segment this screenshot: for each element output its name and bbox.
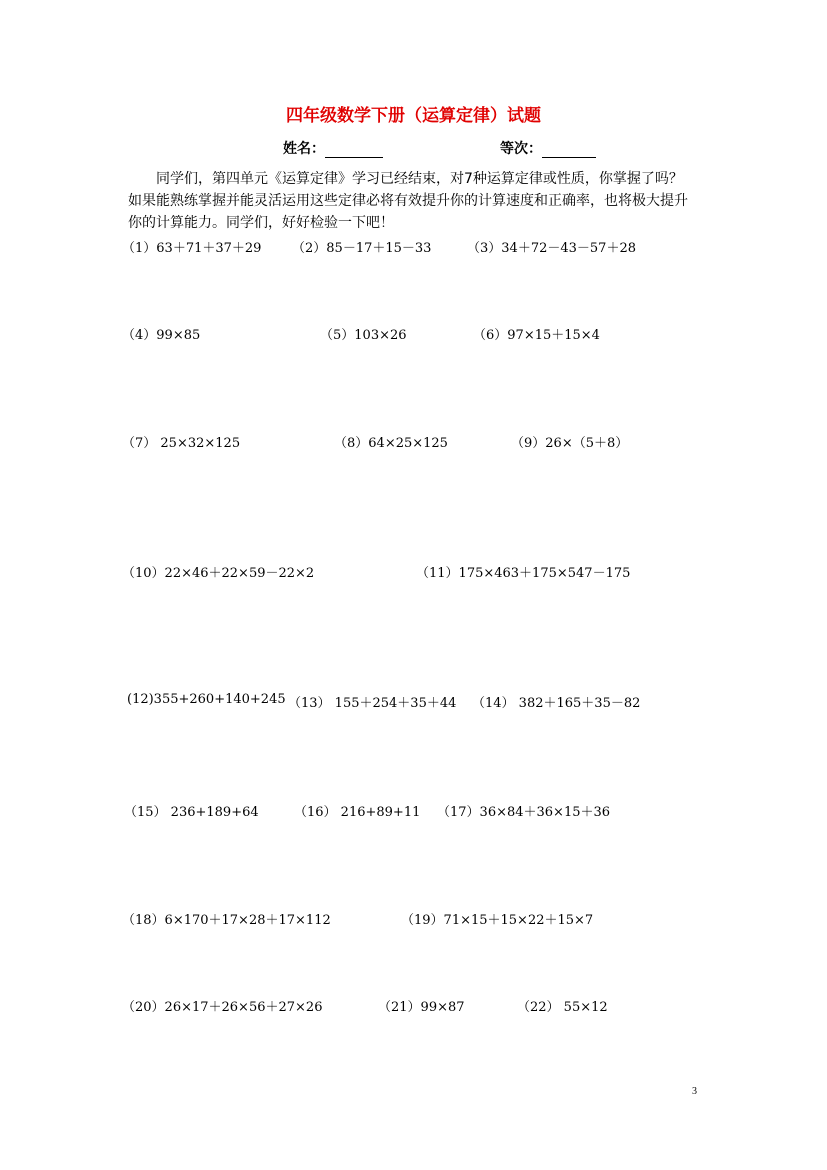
- problem-6: （6）97×15＋15×4: [473, 328, 600, 343]
- intro-line: 你的计算能力。同学们，好好检验一下吧！: [128, 215, 394, 231]
- problem-11: （11）175×463＋175×547－175: [416, 566, 631, 581]
- rank-blank[interactable]: [542, 143, 596, 158]
- problem-4: （4）99×85: [122, 328, 201, 343]
- intro-paragraph: [128, 168, 712, 234]
- problem-20: （20）26×17＋26×56＋27×26: [122, 1000, 323, 1015]
- problem-2: （2）85－17＋15－33: [292, 241, 432, 256]
- problem-17: （17）36×84＋36×15＋36: [437, 805, 611, 820]
- intro-line: 如果能熟练掌握并能灵活运用这些定律必将有效提升你的计算速度和正确率，也将极大提升: [128, 193, 688, 209]
- problem-22: （22） 55×12: [517, 1000, 608, 1015]
- problem-3: （3）34＋72－43－57＋28: [467, 241, 636, 256]
- problem-1: （1）63＋71＋37＋29: [122, 241, 262, 256]
- rank-label: 等次：: [500, 141, 542, 157]
- rank-field: [500, 138, 596, 158]
- problem-21: （21）99×87: [378, 1000, 465, 1015]
- intro-line: 同学们，第四单元《运算定律》学习已经结束，对7种运算定律或性质，你掌握了吗？: [156, 171, 683, 187]
- name-field: [283, 138, 383, 158]
- problem-13: （13） 155＋254＋35＋44: [288, 696, 457, 711]
- problem-15: （15） 236+189+64: [124, 805, 259, 820]
- problem-12: (12)355+260+140+245: [127, 692, 286, 707]
- page-number: 3: [692, 1086, 697, 1097]
- page-title: 四年级数学下册（运算定律）试题: [286, 106, 541, 126]
- problem-19: （19）71×15＋15×22＋15×7: [401, 913, 594, 928]
- problem-9: （9）26×（5＋8）: [511, 436, 629, 451]
- problem-8: （8）64×25×125: [334, 436, 448, 451]
- name-label: 姓名：: [283, 141, 325, 157]
- problem-16: （16） 216+89+11: [294, 805, 421, 820]
- problem-18: （18）6×170＋17×28＋17×112: [122, 913, 331, 928]
- problem-14: （14） 382＋165＋35－82: [472, 696, 641, 711]
- name-blank[interactable]: [325, 143, 383, 158]
- problem-7: （7） 25×32×125: [122, 436, 241, 451]
- problem-10: （10）22×46＋22×59－22×2: [122, 566, 315, 581]
- problem-5: （5）103×26: [320, 328, 407, 343]
